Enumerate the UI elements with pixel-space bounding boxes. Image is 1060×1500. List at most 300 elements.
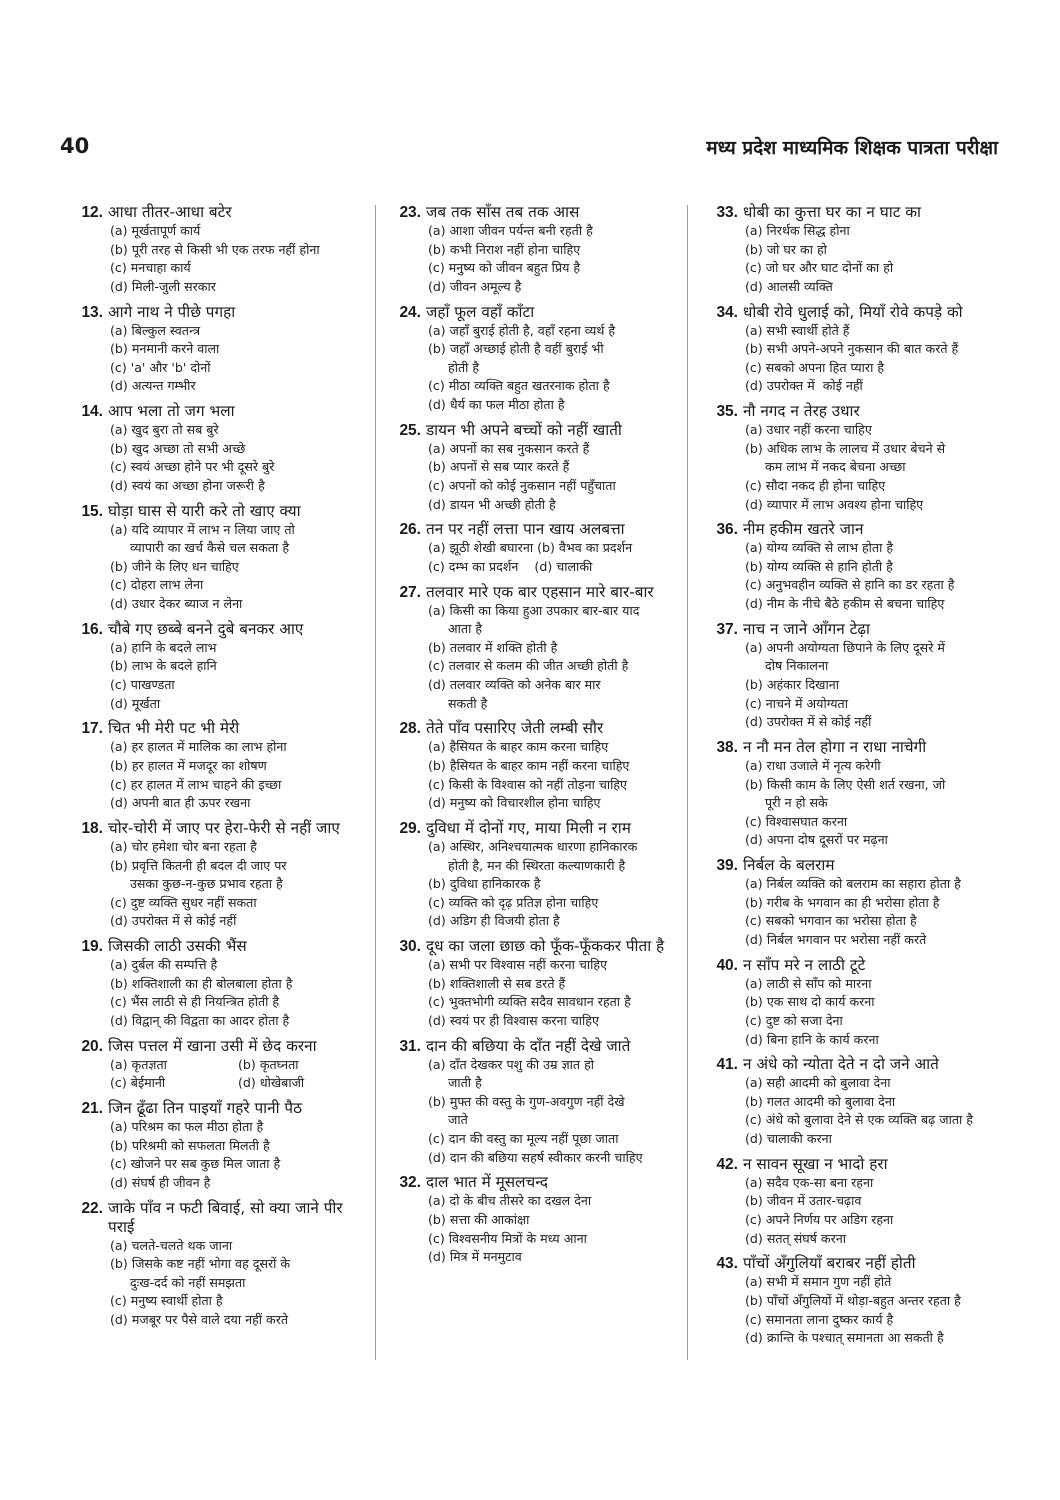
option-item: (a) निर्बल व्यक्ति को बलराम का सहारा होता है	[745, 876, 961, 892]
question-text: जिन ढूँढा तिन पाइयाँ गहरे पानी पैठ	[108, 1099, 302, 1118]
option-item: (d) अपनी बात ही ऊपर रखना	[110, 795, 251, 811]
question-block	[70, 937, 373, 1030]
question-line	[705, 402, 1005, 421]
option-item: (d) उपरोक्त में कोई नहीं	[745, 378, 863, 394]
question-line	[705, 1055, 1005, 1074]
option-item: (a) झूठी शेखी बघारना (b) वैभव का प्रदर्शन	[428, 540, 633, 556]
question-number: 21.	[81, 1100, 103, 1118]
question-number: 12.	[81, 204, 103, 221]
option-item: (d) बिना हानि के कार्य करना	[745, 1031, 879, 1047]
question-text: दाल भात में मूसलचन्द	[426, 1173, 549, 1192]
question-line	[705, 203, 1005, 222]
option-item: (c) अनुभवहीन व्यक्ति से हानि का डर रहता है	[745, 577, 955, 593]
option-item: (d) मूर्खता	[110, 695, 161, 711]
option-item: (b) कृतघ्नता	[238, 1056, 299, 1072]
option-row	[110, 1056, 373, 1075]
option-item: (b) हर हालत में मजदूर का शोषण	[110, 758, 267, 773]
option-item: (b) अहंकार दिखाना	[745, 677, 839, 693]
question-block	[70, 1099, 373, 1192]
option-item: (a) बिल्कुल स्वतन्त्र	[110, 322, 201, 338]
question-text: चोर-चोरी में जाए पर हेरा-फेरी से नहीं जाए	[108, 818, 340, 837]
question-text: न अंधे को न्योता देते न दो जने आते	[743, 1055, 939, 1074]
option-item: (d) क्रान्ति के पश्चात् समानता आ सकती है	[745, 1330, 944, 1346]
question-text: आधा तीतर-आधा बटेर	[108, 203, 232, 221]
question-number: 19.	[81, 938, 103, 956]
option-item: होती है	[428, 359, 480, 375]
option-item: (a) सभी पर विश्वास नहीं करना चाहिए	[428, 957, 608, 973]
option-item: उसका कुछ-न-कुछ प्रभाव रहता है	[110, 876, 283, 892]
question-line	[70, 203, 373, 222]
question-text: जिसकी लाठी उसकी भैंस	[108, 937, 247, 956]
option-item: (c) बेईमानी	[110, 1075, 166, 1091]
question-line	[388, 421, 682, 440]
option-item: (a) हानि के बदले लाभ	[110, 639, 217, 655]
option-item: (a) चलते-चलते थक जाना	[110, 1237, 233, 1253]
option-item: (a) हैसियत के बाहर काम करना चाहिए	[428, 739, 609, 755]
question-number: 13.	[81, 303, 103, 321]
option-item: (c) जो घर और घाट दोनों का हो	[745, 260, 894, 276]
question-line	[388, 203, 682, 222]
option-item: (d) दान की बछिया सहर्ष स्वीकार करनी चाहिए	[428, 1149, 643, 1165]
options-list	[70, 1237, 373, 1330]
question-line	[70, 1099, 373, 1118]
option-item: (a) किसी का किया हुआ उपकार बार-बार याद	[428, 602, 640, 618]
question-line	[388, 1173, 682, 1192]
option-item: (d) धैर्य का फल मीठा होता है	[428, 396, 565, 412]
question-block	[705, 738, 1005, 850]
question-text: न नौ मन तेल होगा न राधा नाचेगी	[743, 738, 927, 756]
option-item: (a) अपनों का सब नुकसान करते हैं	[428, 440, 590, 456]
question-text: जब तक साँस तब तक आस	[426, 203, 580, 221]
option-item: (b) शक्तिशाली से सब डरते हैं	[428, 975, 566, 991]
option-item: (d) मिली-जुली सरकार	[110, 278, 216, 294]
question-block	[388, 583, 682, 714]
question-number: 31.	[399, 1037, 421, 1055]
question-text: घोड़ा घास से यारी करे तो खाए क्या	[108, 501, 301, 520]
option-item: (c) अपनों को कोई नुकसान नहीं पहुँचाता	[428, 477, 616, 493]
question-line	[388, 819, 682, 838]
option-item: (d) आलसी व्यक्ति	[745, 278, 833, 294]
option-item: (c) स्वयं अच्छा होने पर भी दूसरे बुरे	[110, 459, 275, 475]
option-item: (b) पाँचों अँगुलियों में थोड़ा-बहुत अन्तर रहता है	[745, 1293, 961, 1308]
option-item: (b) दुविधा हानिकारक है	[428, 876, 541, 892]
question-block	[705, 402, 1005, 514]
option-item: (b) तलवार में शक्ति होती है	[428, 639, 558, 655]
option-item: (c) विश्वासघात करना	[745, 813, 848, 829]
question-column-3	[705, 203, 1005, 1363]
option-item: (a) सभी में समान गुण नहीं होते	[745, 1274, 892, 1290]
question-block	[705, 203, 1005, 296]
option-item: (b) मुफ्त की वस्तु के गुण-अवगुण नहीं देखे	[428, 1093, 625, 1109]
question-text: दान की बछिया के दाँत नहीं देखे जाते	[426, 1036, 631, 1055]
option-item: (c) विश्वसनीय मित्रों के मध्य आना	[428, 1230, 587, 1246]
option-item: (c) सबको भगवान का भरोसा होता है	[745, 913, 917, 929]
question-number: 22.	[81, 1199, 103, 1217]
option-item: (a) यदि व्यापार में लाभ न लिया जाए तो	[110, 521, 295, 537]
question-text: जाके पाँव न फटी बिवाई, सो क्या जाने पीर पराई	[108, 1198, 343, 1236]
option-item: (d) जीवन अमूल्य है	[428, 278, 522, 294]
option-item: (b) मनमानी करने वाला	[110, 341, 220, 357]
question-line	[70, 303, 373, 322]
option-item: सकती है	[428, 695, 488, 711]
question-block	[705, 1254, 1005, 1347]
question-block	[70, 819, 373, 931]
options-list	[388, 539, 682, 576]
option-item: (a) आशा जीवन पर्यन्त बनी रहती है	[428, 223, 593, 238]
option-item: (b) खुद अच्छा तो सभी अच्छे	[110, 440, 246, 456]
question-number: 29.	[399, 819, 421, 837]
options-list	[70, 322, 373, 396]
option-item: (a) दाँत देखकर पशु की उम्र ज्ञात हो	[428, 1056, 595, 1072]
option-item: (d) मजबूर पर पैसे वाले दया नहीं करते	[110, 1312, 289, 1327]
question-number: 28.	[399, 720, 421, 738]
question-number: 38.	[716, 739, 738, 756]
option-item: (d) विद्वान् की विद्वता का आदर होता है	[110, 1012, 290, 1028]
question-line	[388, 520, 682, 539]
option-item: जाती है	[428, 1075, 482, 1091]
question-text: आप भला तो जग भला	[108, 402, 235, 421]
question-text: न साँप मरे न लाठी टूटे	[743, 955, 866, 974]
question-line	[705, 620, 1005, 639]
question-text: दुविधा में दोनों गए, माया मिली न राम	[426, 818, 631, 837]
question-block	[388, 520, 682, 576]
question-block	[388, 421, 682, 514]
option-item: (c) किसी के विश्वास को नहीं तोड़ना चाहिए	[428, 776, 628, 792]
options-list	[705, 322, 1005, 396]
question-block	[70, 1037, 373, 1093]
option-item: (c) भैंस लाठी से ही नियन्त्रित होती है	[110, 994, 280, 1010]
option-item: (b) प्रवृत्ति कितनी ही बदल दी जाए पर	[110, 857, 287, 873]
question-line	[70, 502, 373, 521]
option-item: (c) खोजने पर सब कुछ मिल जाता है	[110, 1156, 281, 1172]
option-item: (a) लाठी से साँप को मारना	[745, 975, 872, 991]
question-block	[388, 1173, 682, 1266]
question-text: नौ नगद न तेरह उधार	[743, 402, 860, 421]
question-number: 42.	[716, 1155, 738, 1173]
option-item: (d) मित्र में मनमुटाव	[428, 1249, 522, 1265]
option-item: (d) तलवार व्यक्ति को अनेक बार मार	[428, 677, 601, 693]
question-line	[705, 956, 1005, 975]
question-number: 26.	[399, 521, 421, 539]
question-block	[70, 502, 373, 614]
question-line	[388, 1037, 682, 1056]
question-text: जहाँ फूल वहाँ काँटा	[426, 302, 535, 321]
option-item: (c) पाखण्डता	[110, 677, 175, 693]
question-column-1	[70, 203, 373, 1363]
options-list	[705, 639, 1005, 732]
option-item: (d) व्यापार में लाभ अवश्य होना चाहिए	[745, 496, 924, 512]
question-line	[705, 1254, 1005, 1273]
option-item: (d) अत्यन्त गम्भीर	[110, 378, 196, 394]
options-list	[70, 1056, 373, 1093]
question-text: निर्बल के बलराम	[743, 856, 835, 875]
question-line	[70, 620, 373, 639]
option-item: (d) स्वयं पर ही विश्वास करना चाहिए	[428, 1012, 599, 1028]
question-block	[388, 203, 682, 296]
question-number: 35.	[716, 403, 738, 421]
options-list	[70, 1118, 373, 1192]
option-item: (d) सतत् संघर्ष करना	[745, 1230, 847, 1246]
question-block	[388, 1037, 682, 1168]
question-text: पाँचों अँगुलियाँ बराबर नहीं होती	[743, 1254, 916, 1273]
question-line	[70, 1037, 373, 1056]
option-item: (a) दुर्बल की सम्पत्ति है	[110, 957, 218, 973]
option-item: (d) मनुष्य को विचारशील होना चाहिए	[428, 795, 601, 811]
option-item: (c) सबको अपना हित प्यारा है	[745, 359, 885, 375]
options-list	[70, 738, 373, 812]
question-text: चित भी मेरी पट भी मेरी	[108, 719, 240, 738]
question-text: धोबी रोवे धुलाई को, मियाँ रोवे कपड़े को	[743, 302, 963, 321]
page-number: 40	[60, 134, 90, 158]
options-list	[705, 1174, 1005, 1248]
options-list	[705, 975, 1005, 1049]
option-item: (b) जीवन में उतार-चढ़ाव	[745, 1193, 862, 1209]
option-item: दुःख-दर्द को नहीं समझता	[110, 1274, 246, 1290]
option-item: (c) दुष्ट व्यक्ति सुधर नहीं सकता	[110, 894, 257, 910]
option-item: (b) अधिक लाभ के लालच में उधार बेचने से	[745, 440, 946, 456]
option-item: (d) संघर्ष ही जीवन है	[110, 1174, 211, 1190]
question-line	[705, 1155, 1005, 1174]
options-list	[388, 440, 682, 514]
question-text: चौबे गए छब्बे बनने दुबे बनकर आए	[108, 619, 304, 638]
option-item: (d) डायन भी अच्छी होती है	[428, 496, 556, 512]
option-item: (a) अपनी अयोग्यता छिपाने के लिए दूसरे में	[745, 639, 945, 655]
option-item: (c) दान की वस्तु का मूल्य नहीं पूछा जाता	[428, 1131, 619, 1147]
question-block	[70, 303, 373, 396]
question-text: नाच न जाने आँगन टेढ़ा	[743, 619, 870, 638]
option-item: (a) कृतज्ञता	[110, 1056, 167, 1072]
question-number: 15.	[81, 502, 103, 520]
question-block	[388, 819, 682, 931]
options-list	[70, 639, 373, 713]
option-item: (a) उधार नहीं करना चाहिए	[745, 422, 872, 438]
options-list	[705, 1074, 1005, 1148]
option-item: (d) अपना दोष दूसरों पर मढ़ना	[745, 832, 888, 848]
option-item: (d) धोखेबाजी	[238, 1075, 305, 1091]
question-line	[70, 719, 373, 738]
question-block	[70, 402, 373, 495]
question-line	[388, 719, 682, 738]
option-item: (b) जहाँ अच्छाई होती है वहीं बुराई भी	[428, 341, 604, 357]
option-item: (a) जहाँ बुराई होती है, वहाँ रहना व्यर्थ है	[428, 322, 616, 338]
option-item: दोष निकालना	[745, 658, 829, 674]
question-text: नीम हकीम खतरे जान	[743, 520, 864, 539]
question-number: 43.	[716, 1255, 738, 1273]
question-block	[70, 203, 373, 296]
question-line	[705, 303, 1005, 322]
option-item: होती है, मन की स्थिरता कल्याणकारी है	[428, 857, 626, 873]
option-item: (a) हर हालत में मालिक का लाभ होना	[110, 739, 287, 755]
option-item: (b) गलत आदमी को बुलावा देना	[745, 1093, 896, 1109]
options-list	[705, 539, 1005, 613]
option-item: (d) चालाकी करना	[745, 1131, 832, 1147]
option-item: (c) भुक्तभोगी व्यक्ति सदैव सावधान रहता है	[428, 994, 631, 1010]
question-text: तेते पाँव पसारिए जेती लम्बी सौर	[426, 719, 604, 738]
question-block	[705, 1055, 1005, 1148]
question-number: 17.	[81, 720, 103, 738]
question-number: 32.	[399, 1174, 421, 1192]
question-text: न सावन सूखा न भादो हरा	[743, 1154, 888, 1173]
options-list	[388, 222, 682, 296]
options-list	[705, 1273, 1005, 1347]
question-block	[705, 520, 1005, 613]
question-text: धोबी का कुत्ता घर का न घाट का	[743, 203, 922, 221]
option-item: (d) स्वयं का अच्छा होना जरूरी है	[110, 477, 265, 493]
option-item: (d) उधार देकर ब्याज न लेना	[110, 596, 243, 612]
question-text: दूध का जला छाछ को फूँक-फूँककर पीता है	[426, 937, 665, 956]
question-number: 18.	[81, 819, 103, 837]
options-list	[70, 222, 373, 296]
option-item: (c) 'a' और 'b' दोनों	[110, 359, 211, 375]
option-item: (c) दोहरा लाभ लेना	[110, 577, 204, 593]
question-line	[388, 583, 682, 602]
option-item: (b) सत्ता की आकांक्षा	[428, 1212, 530, 1228]
option-item: कम लाभ में नकद बेचना अच्छा	[745, 459, 906, 475]
option-item: (b) कभी निराश नहीं होना चाहिए	[428, 241, 581, 257]
options-list	[705, 222, 1005, 296]
option-item: (a) अस्थिर, अनिश्चयात्मक धारणा हानिकारक	[428, 838, 638, 854]
option-item: (b) सभी अपने-अपने नुकसान की बात करते हैं	[745, 341, 959, 357]
option-item: (d) नीम के नीचे बैठे हकीम से बचना चाहिए	[745, 596, 945, 612]
option-item: (b) शक्तिशाली का ही बोलबाला होता है	[110, 975, 293, 991]
question-number: 33.	[716, 204, 738, 221]
question-line	[388, 303, 682, 322]
option-item: (a) निरर्थक सिद्ध होना	[745, 223, 850, 238]
question-line	[705, 520, 1005, 539]
options-list	[70, 521, 373, 614]
options-list	[388, 602, 682, 714]
options-list	[70, 421, 373, 495]
options-list	[388, 322, 682, 415]
option-item: (b) पूरी तरह से किसी भी एक तरफ नहीं होना	[110, 241, 320, 257]
page-header-title: मध्य प्रदेश माध्यमिक शिक्षक पात्रता परीक्षा	[706, 137, 998, 159]
option-item: (a) परिश्रम का फल मीठा होता है	[110, 1119, 264, 1135]
column-divider	[375, 205, 376, 1360]
option-item: (a) सदैव एक-सा बना रहना	[745, 1174, 874, 1190]
option-item: व्यापारी का खर्च कैसे चल सकता है	[110, 540, 290, 556]
option-item: (c) दम्भ का प्रदर्शन (d) चालाकी	[428, 558, 593, 574]
option-item: (c) व्यक्ति को दृढ़ प्रतिज्ञ होना चाहिए	[428, 894, 599, 910]
question-number: 41.	[716, 1056, 738, 1074]
question-block	[705, 856, 1005, 949]
option-item: (a) सही आदमी को बुलावा देना	[745, 1075, 891, 1091]
options-list	[388, 838, 682, 931]
options-list	[705, 421, 1005, 514]
options-list	[388, 738, 682, 812]
option-item: (c) नाचने में अयोग्यता	[745, 695, 849, 711]
question-number: 23.	[399, 204, 421, 221]
option-item: (d) निर्बल भगवान पर भरोसा नहीं करते	[745, 931, 927, 947]
question-number: 37.	[716, 620, 738, 638]
question-number: 39.	[716, 857, 738, 875]
option-item: (b) जिसके कष्ट नहीं भोगा वह दूसरों के	[110, 1256, 291, 1272]
question-number: 40.	[716, 956, 738, 974]
question-line	[705, 738, 1005, 757]
question-block	[70, 620, 373, 713]
option-item: (c) मीठा व्यक्ति बहुत खतरनाक होता है	[428, 378, 610, 394]
question-number: 34.	[716, 303, 738, 321]
option-item: (b) योग्य व्यक्ति से हानि होती है	[745, 558, 893, 574]
question-block	[705, 1155, 1005, 1248]
option-item: (c) अपने निर्णय पर अडिग रहना	[745, 1212, 894, 1228]
question-line	[70, 1199, 373, 1237]
option-row	[110, 1074, 373, 1093]
option-item: (a) राधा उजाले में नृत्य करेगी	[745, 758, 881, 773]
option-item: (b) लाभ के बदले हानि	[110, 658, 217, 674]
option-item: (c) मनुष्य स्वार्थी होता है	[110, 1293, 223, 1309]
option-item: (c) तलवार से कलम की जीत अच्छी होती है	[428, 658, 629, 674]
option-item: (a) सभी स्वार्थी होते हैं	[745, 322, 850, 338]
option-item: (d) उपरोक्त में से कोई नहीं	[110, 913, 237, 929]
option-item: (b) जो घर का हो	[745, 241, 827, 257]
option-item: (b) हैसियत के बाहर काम नहीं करना चाहिए	[428, 758, 630, 773]
option-item: (b) गरीब के भगवान का ही भरोसा होता है	[745, 894, 940, 910]
option-item: (b) परिश्रमी को सफलता मिलती है	[110, 1137, 270, 1153]
question-block	[388, 719, 682, 812]
column-divider	[687, 205, 688, 1360]
option-item: (d) अडिग ही विजयी होता है	[428, 913, 560, 929]
options-list	[705, 757, 1005, 850]
options-list	[70, 838, 373, 931]
question-block	[70, 719, 373, 812]
question-line	[388, 937, 682, 956]
option-item: (b) एक साथ दो कार्य करना	[745, 994, 875, 1010]
question-line	[70, 402, 373, 421]
question-number: 25.	[399, 421, 421, 439]
question-line	[705, 856, 1005, 875]
options-list	[705, 875, 1005, 949]
option-item: पूरी न हो सके	[745, 795, 828, 811]
question-number: 27.	[399, 583, 421, 601]
question-number: 24.	[399, 303, 421, 321]
question-block	[388, 937, 682, 1030]
option-item: (a) दो के बीच तीसरे का दखल देना	[428, 1193, 592, 1209]
option-item: (a) खुद बुरा तो सब बुरे	[110, 422, 219, 438]
option-item: (c) दुष्ट को सजा देना	[745, 1012, 843, 1028]
question-column-2	[388, 203, 682, 1363]
option-item: (c) मनचाहा कार्य	[110, 260, 191, 276]
options-list	[388, 1192, 682, 1266]
question-number: 30.	[399, 938, 421, 956]
question-block	[388, 303, 682, 415]
question-text: डायन भी अपने बच्चों को नहीं खाती	[426, 420, 622, 439]
question-number: 14.	[81, 403, 103, 421]
option-item: (b) अपनों से सब प्यार करते हैं	[428, 459, 570, 475]
option-item: (a) योग्य व्यक्ति से लाभ होता है	[745, 540, 894, 556]
question-text: आगे नाथ ने पीछे पगहा	[108, 302, 236, 321]
question-block	[705, 303, 1005, 396]
option-item: आता है	[428, 621, 483, 637]
option-item: जाते	[428, 1112, 468, 1128]
question-block	[705, 620, 1005, 732]
question-line	[70, 937, 373, 956]
option-item: (b) किसी काम के लिए ऐसी शर्त रखना, जो	[745, 776, 946, 792]
option-item: (c) मनुष्य को जीवन बहुत प्रिय है	[428, 260, 581, 276]
question-number: 36.	[716, 521, 738, 539]
question-number: 16.	[81, 620, 103, 638]
question-text: जिस पत्तल में खाना उसी में छेद करना	[108, 1036, 317, 1055]
option-item: (d) उपरोक्त में से कोई नहीं	[745, 714, 872, 730]
option-item: (c) अंधे को बुलावा देने से एक व्यक्ति बढ़ जाता है	[745, 1112, 973, 1128]
question-number: 20.	[81, 1037, 103, 1055]
option-item: (c) हर हालत में लाभ चाहने की इच्छा	[110, 776, 282, 792]
option-item: (a) मूर्खतापूर्ण कार्य	[110, 223, 201, 238]
options-list	[388, 1056, 682, 1168]
option-item: (b) जीने के लिए धन चाहिए	[110, 558, 239, 574]
option-item: (a) चोर हमेशा चोर बना रहता है	[110, 838, 257, 854]
option-item: (c) समानता लाना दुष्कर कार्य है	[745, 1311, 894, 1327]
option-item: (c) सौदा नकद ही होना चाहिए	[745, 477, 886, 493]
